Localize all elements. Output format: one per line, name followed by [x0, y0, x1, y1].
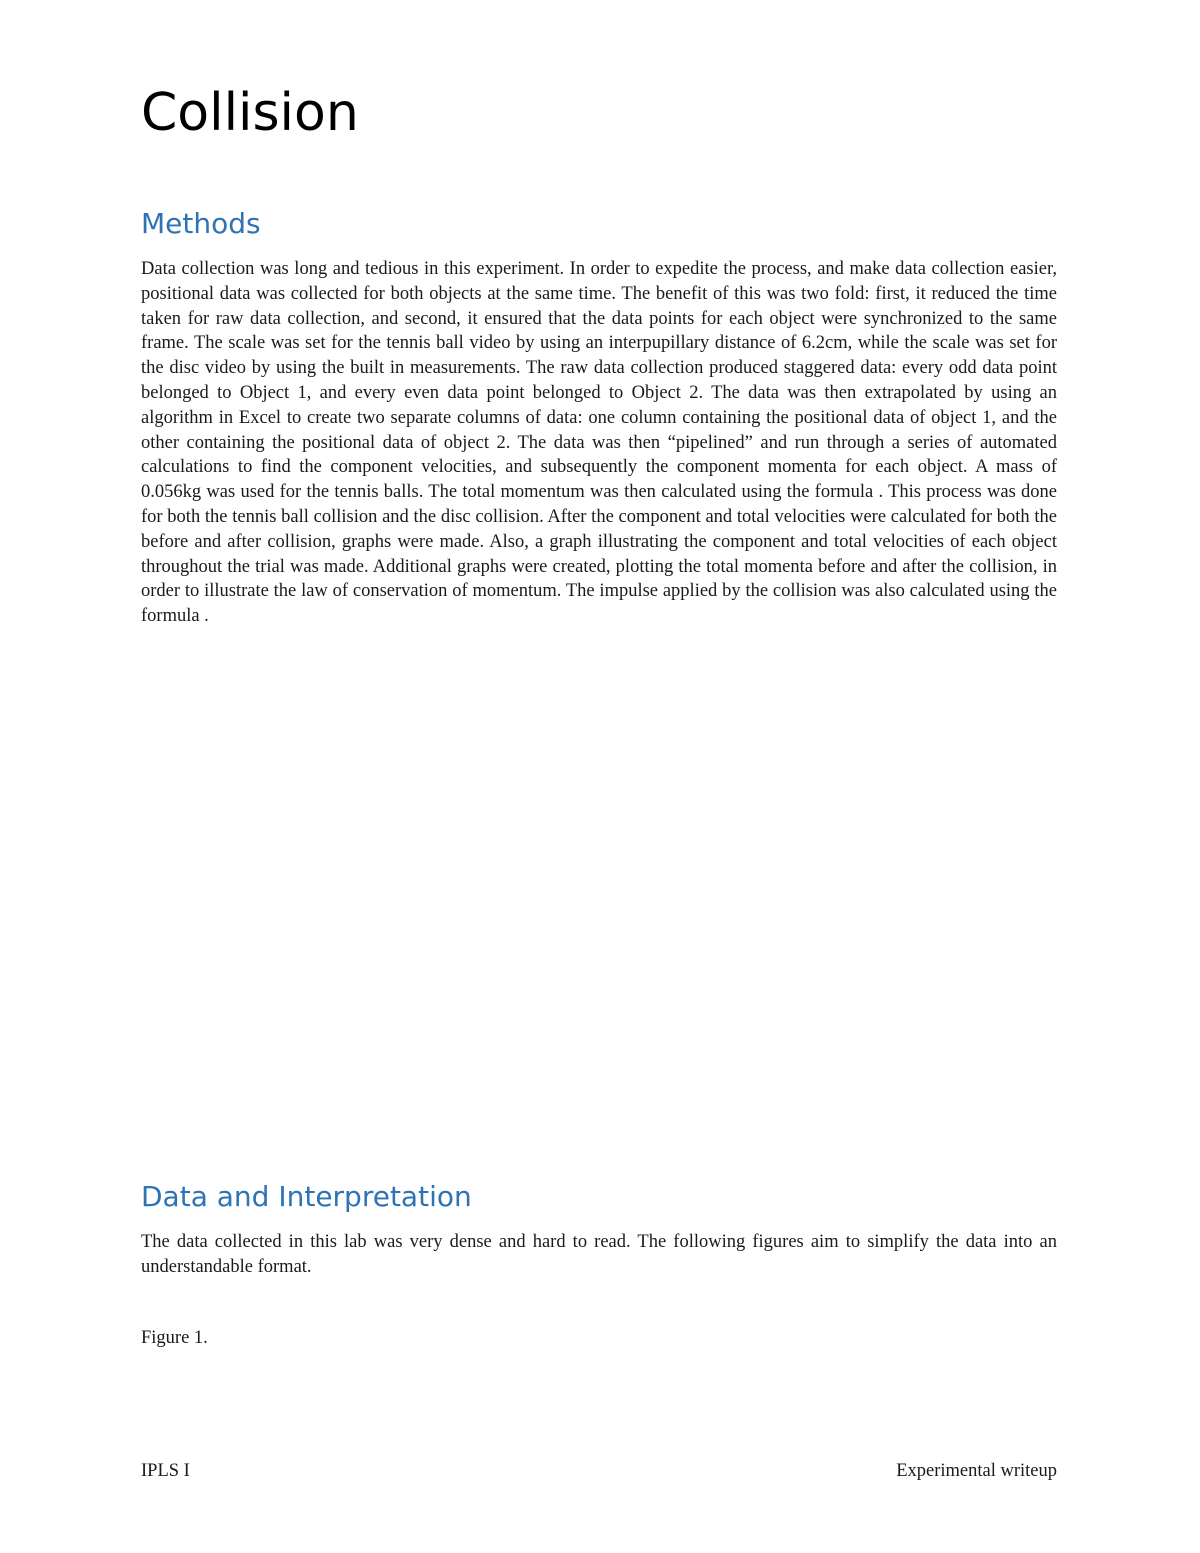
section-heading-methods: Methods [141, 207, 261, 240]
footer-left: IPLS I [141, 1461, 190, 1481]
figure-label: Figure 1. [141, 1328, 208, 1348]
footer-right: Experimental writeup [896, 1461, 1057, 1481]
section-heading-data-interpretation: Data and Interpretation [141, 1180, 472, 1213]
document-title: Collision [141, 83, 359, 143]
methods-paragraph: Data collection was long and tedious in this experiment. In order to expedite the process, and make data collection easier, positional data was collected for both objects at the same time. The benefit of this was two fold: first, it reduced the time taken for raw data collection, and second, it ensured that the data points for each object were synchronized to the same frame. The scale was set for the tennis ball video by using an interpupillary distance of 6.2cm, while the scale was set for the disc video by using the built in measurements. The raw data collection produced staggered data: every odd data point belonged to Object 1, and every even data point belonged to Object 2. The data was then extrapolated by using an algorithm in Excel to create two separate columns of data: one column containing the positional data of object 1, and the other containing the positional data of object 2. The data was then “pipelined” and run through a series of automated calculations to find the component velocities, and subsequently the component momenta for each object. A mass of 0.056kg was used for the tennis balls. The total momentum was then calculated using the formula . This process was done for both the tennis ball collision and the disc collision. After the component and total velocities were calculated for both the before and after collision, graphs were made. Also, a graph illustrating the component and total velocities of each object throughout the trial was made. Additional graphs were created, plotting the total momenta before and after the collision, in order to illustrate the law of conservation of momentum. The impulse applied by the collision was also calculated using the formula . [141, 259, 1057, 627]
data-interpretation-paragraph: The data collected in this lab was very dense and hard to read. The following figures aim to simplify the data into an understandable format. [141, 1232, 1057, 1277]
